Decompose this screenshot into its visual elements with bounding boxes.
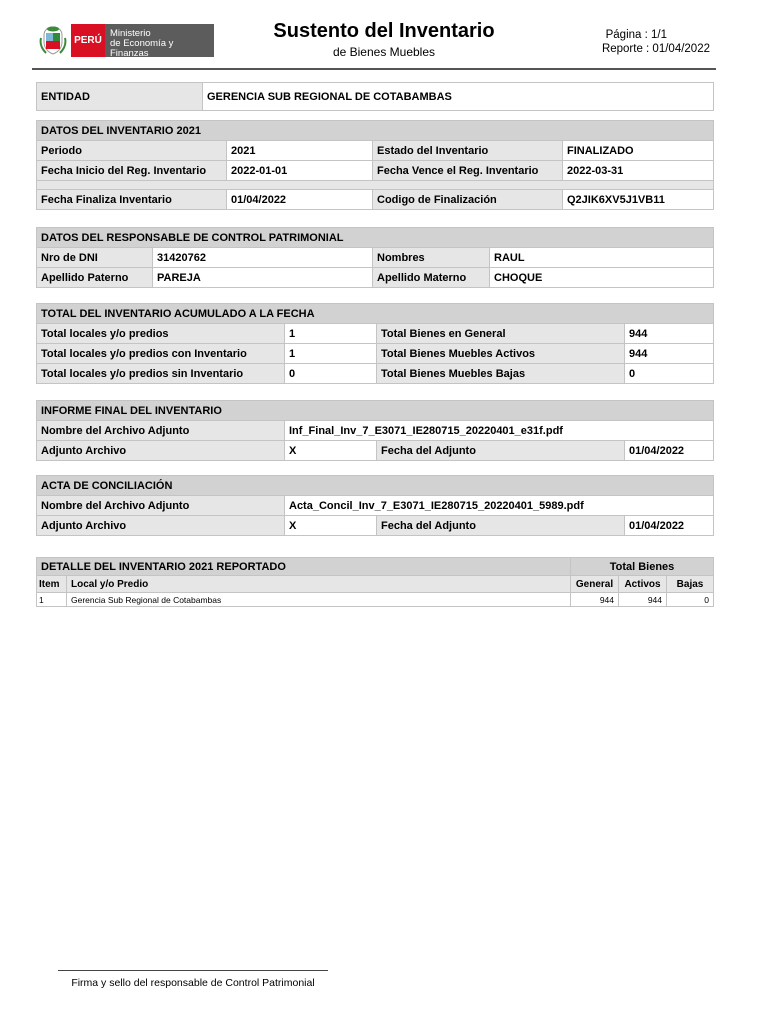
fecha-vence-label: Fecha Vence el Reg. Inventario xyxy=(373,161,563,181)
informe-fecha-value: 01/04/2022 xyxy=(625,441,714,461)
col-general-header: General xyxy=(571,576,619,593)
acta-title: ACTA DE CONCILIACIÓN xyxy=(37,476,714,496)
total-row xyxy=(37,364,714,384)
col-local-header: Local y/o Predio xyxy=(67,576,571,593)
total-row xyxy=(37,344,714,364)
acta-fecha-value: 01/04/2022 xyxy=(625,516,714,536)
total-title: TOTAL DEL INVENTARIO ACUMULADO A LA FECHA xyxy=(37,304,714,324)
estado-value: FINALIZADO xyxy=(563,141,714,161)
total-value-1: 1 xyxy=(285,344,377,364)
total-value-2: 944 xyxy=(625,324,714,344)
row-general: 944 xyxy=(571,593,619,607)
col-bajas-header: Bajas xyxy=(667,576,714,593)
fecha-vence-value: 2022-03-31 xyxy=(563,161,714,181)
acta-adjunto-value: X xyxy=(285,516,377,536)
col-item-header: Item xyxy=(37,576,67,593)
logo-ministry-line1: Ministerio xyxy=(110,28,151,39)
informe-archivo-label: Nombre del Archivo Adjunto xyxy=(37,421,285,441)
acta-archivo-label: Nombre del Archivo Adjunto xyxy=(37,496,285,516)
document-subtitle: de Bienes Muebles xyxy=(332,45,436,59)
total-table xyxy=(36,303,714,384)
datos-title: DATOS DEL INVENTARIO 2021 xyxy=(37,121,714,141)
peru-coat-of-arms-icon xyxy=(38,24,68,57)
page-number: Página : 1/1 xyxy=(605,29,667,41)
spacer-row xyxy=(37,181,714,190)
fecha-inicio-label: Fecha Inicio del Reg. Inventario xyxy=(37,161,227,181)
informe-fecha-label: Fecha del Adjunto xyxy=(377,441,625,461)
nombres-label: Nombres xyxy=(373,248,490,268)
entidad-value: GERENCIA SUB REGIONAL DE COTABAMBAS xyxy=(203,83,714,111)
signature-line xyxy=(58,970,328,971)
entidad-label: ENTIDAD xyxy=(37,83,203,111)
mef-logo xyxy=(38,24,214,57)
total-label-2: Total Bienes Muebles Activos xyxy=(377,344,625,364)
header-divider xyxy=(32,68,716,70)
total-value-1: 1 xyxy=(285,324,377,344)
row-local: Gerencia Sub Regional de Cotabambas xyxy=(67,593,571,607)
entidad-table xyxy=(36,82,714,111)
fecha-finaliza-label: Fecha Finaliza Inventario xyxy=(37,190,227,210)
fecha-finaliza-value: 01/04/2022 xyxy=(227,190,373,210)
dni-label: Nro de DNI xyxy=(37,248,153,268)
apellido-materno-value: CHOQUE xyxy=(490,268,714,288)
informe-adjunto-label: Adjunto Archivo xyxy=(37,441,285,461)
responsable-table xyxy=(36,227,714,288)
detalle-table xyxy=(36,557,714,607)
acta-archivo-value: Acta_Concil_Inv_7_E3071_IE280715_20220401_5989.pdf xyxy=(285,496,714,516)
logo-ministry xyxy=(105,24,214,57)
row-bajas: 0 xyxy=(667,593,714,607)
fecha-inicio-value: 2022-01-01 xyxy=(227,161,373,181)
acta-table xyxy=(36,475,714,536)
total-label-1: Total locales y/o predios sin Inventario xyxy=(37,364,285,384)
informe-archivo-value: Inf_Final_Inv_7_E3071_IE280715_20220401_e31f.pdf xyxy=(285,421,714,441)
document-title: Sustento del Inventario xyxy=(273,20,495,42)
total-value-2: 0 xyxy=(625,364,714,384)
responsable-title: DATOS DEL RESPONSABLE DE CONTROL PATRIMONIAL xyxy=(37,228,714,248)
acta-fecha-label: Fecha del Adjunto xyxy=(377,516,625,536)
periodo-label: Periodo xyxy=(37,141,227,161)
page-info xyxy=(560,28,710,56)
informe-adjunto-value: X xyxy=(285,441,377,461)
report-date: Reporte : 01/04/2022 xyxy=(601,43,710,55)
total-label-1: Total locales y/o predios xyxy=(37,324,285,344)
apellido-paterno-label: Apellido Paterno xyxy=(37,268,153,288)
periodo-value: 2021 xyxy=(227,141,373,161)
estado-label: Estado del Inventario xyxy=(373,141,563,161)
nombres-value: RAUL xyxy=(490,248,714,268)
signature-label: Firma y sello del responsable de Control Patrimonial xyxy=(71,977,315,989)
total-label-2: Total Bienes Muebles Bajas xyxy=(377,364,625,384)
codigo-label: Codigo de Finalización xyxy=(373,190,563,210)
detalle-title: DETALLE DEL INVENTARIO 2021 REPORTADO xyxy=(37,558,571,576)
total-value-2: 944 xyxy=(625,344,714,364)
logo-country: PERÚ xyxy=(71,24,105,57)
total-label-1: Total locales y/o predios con Inventario xyxy=(37,344,285,364)
datos-inventario-table xyxy=(36,120,714,210)
apellido-materno-label: Apellido Materno xyxy=(373,268,490,288)
codigo-value: Q2JIK6XV5J1VB11 xyxy=(563,190,714,210)
table-row xyxy=(37,593,714,607)
total-bienes-header: Total Bienes xyxy=(571,558,714,576)
apellido-paterno-value: PAREJA xyxy=(153,268,373,288)
informe-table xyxy=(36,400,714,461)
total-label-2: Total Bienes en General xyxy=(377,324,625,344)
logo-ministry-line2: de Economía y Finanzas xyxy=(110,38,174,59)
dni-value: 31420762 xyxy=(153,248,373,268)
row-item: 1 xyxy=(37,593,67,607)
total-row xyxy=(37,324,714,344)
acta-adjunto-label: Adjunto Archivo xyxy=(37,516,285,536)
informe-title: INFORME FINAL DEL INVENTARIO xyxy=(37,401,714,421)
row-activos: 944 xyxy=(619,593,667,607)
col-activos-header: Activos xyxy=(619,576,667,593)
total-value-1: 0 xyxy=(285,364,377,384)
